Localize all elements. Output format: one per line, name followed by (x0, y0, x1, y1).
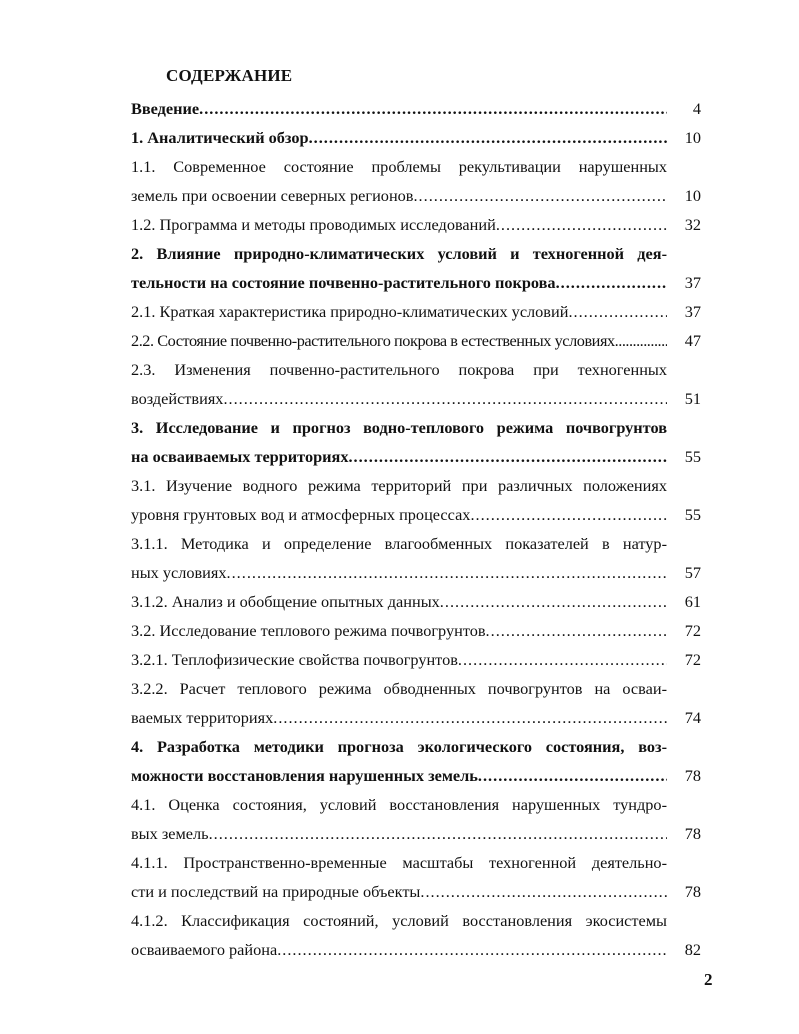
toc-entry (131, 558, 701, 587)
toc-leader-dots (470, 500, 667, 529)
toc-entry-text: 3.2.1. Теплофизические свойства почвогрунтов (131, 650, 458, 669)
toc-entry-page: 57 (684, 563, 701, 582)
toc-entry-text: 3.2. Исследование теплового режима почвогрунтов (131, 621, 486, 640)
page-number: 2 (704, 970, 713, 989)
toc-entry-text: 4.1.1. Пространственно-временные масштабы техногенной деятельно- (131, 853, 667, 872)
toc-leader-dots (556, 268, 667, 297)
toc-entry-text: 3.1.1. Методика и определение влагообменных показателей в натур- (131, 534, 667, 553)
toc-entry-text: 1.1. Современное состояние проблемы рекультивации нарушенных (131, 157, 667, 176)
toc-entry (131, 297, 701, 326)
toc-entry-text: Введение (131, 99, 200, 118)
toc-leader-dots (420, 877, 667, 906)
toc-entry (131, 442, 701, 471)
toc-entry-text: вых земель (131, 824, 209, 843)
toc-entry-text: 3.1. Изучение водного режима территорий при различных положениях (131, 476, 667, 495)
toc-entry (131, 326, 701, 355)
toc-entry-text: осваиваемого района (131, 940, 278, 959)
toc-entry-text: уровня грунтовых вод и атмосферных процессах (131, 505, 471, 524)
toc-entry-page: 47 (684, 331, 701, 350)
toc-entry-text: 2.3. Изменения почвенно-растительного покрова при техногенных (131, 360, 667, 379)
toc-entry-text: 2.2. Состояние почвенно-растительного покрова в естественных условиях (131, 331, 615, 350)
toc-leader-dots (458, 645, 667, 674)
toc-entry (131, 877, 701, 906)
toc-entry (131, 587, 701, 616)
toc-entry (131, 181, 701, 210)
toc-entry (131, 152, 701, 181)
toc-entry-text: 3. Исследование и прогноз водно-теплового режима почвогрунтов (131, 418, 667, 437)
toc-entry (131, 529, 701, 558)
toc-entry (131, 413, 701, 442)
toc-leader-dots (440, 587, 667, 616)
toc-leader-dots (223, 384, 667, 413)
toc-entry-page: 55 (684, 447, 701, 466)
toc-leader-dots (277, 935, 667, 964)
toc-entry-text: можности восстановления нарушенных земель (131, 766, 478, 785)
toc-entry (131, 935, 701, 964)
toc-entry-page: 32 (684, 215, 701, 234)
toc-leader-dots (199, 94, 667, 123)
toc-entry-page: 78 (684, 882, 701, 901)
toc-entry-text: 3.2.2. Расчет теплового режима обводненных почвогрунтов на осваи- (131, 679, 667, 698)
toc-leader-dots (496, 210, 667, 239)
toc-entry-text: 4. Разработка методики прогноза экологического состояния, воз- (131, 737, 667, 756)
toc-entry-page: 61 (684, 592, 701, 611)
toc-entry (131, 123, 701, 152)
toc-entry-page: 37 (684, 302, 701, 321)
toc-entry (131, 500, 701, 529)
toc-entry-text: ных условиях (131, 563, 227, 582)
toc-entry-text: воздействиях (131, 389, 224, 408)
toc-entry-text: на осваиваемых территориях (131, 447, 349, 466)
toc-entry (131, 210, 701, 239)
toc-entry-page: 72 (684, 621, 701, 640)
toc-entry-page: 72 (684, 650, 701, 669)
toc-entry-page: 4 (692, 99, 701, 118)
toc-entry-text: 3.1.2. Анализ и обобщение опытных данных (131, 592, 440, 611)
toc-leader-dots (227, 558, 667, 587)
toc-entry-page: 78 (684, 824, 701, 843)
toc-entry (131, 906, 701, 935)
toc-leader-dots (615, 326, 667, 355)
toc-leader-dots (568, 297, 667, 326)
toc-entry (131, 645, 701, 674)
toc-entry (131, 848, 701, 877)
toc-leader-dots (478, 761, 667, 790)
toc-entry (131, 268, 701, 297)
toc-leader-dots (209, 819, 667, 848)
toc-entry-text: 1. Аналитический обзор (131, 128, 309, 147)
toc-leader-dots (273, 703, 667, 732)
toc-entry (131, 732, 701, 761)
toc-entry-text: ваемых территориях (131, 708, 274, 727)
toc-leader-dots (486, 616, 667, 645)
toc-entry (131, 94, 701, 123)
toc-entry-page: 82 (684, 940, 701, 959)
toc-entry-text: 2.1. Краткая характеристика природно-климатических условий (131, 302, 569, 321)
toc-entry-page: 10 (684, 128, 701, 147)
toc-leader-dots (348, 442, 667, 471)
toc-entry (131, 790, 701, 819)
toc-entry-text: тельности на состояние почвенно-растительного покрова (131, 273, 556, 292)
toc-entry (131, 384, 701, 413)
toc-entry-text: 4.1.2. Классификация состояний, условий восстановления экосистемы (131, 911, 667, 930)
toc-entry-page: 55 (684, 505, 701, 524)
toc-entry (131, 471, 701, 500)
toc-entry-page: 37 (684, 273, 701, 292)
toc-leader-dots (413, 181, 667, 210)
toc-entry (131, 355, 701, 384)
toc-entry-text: 1.2. Программа и методы проводимых исследований (131, 215, 496, 234)
toc-entry-page: 10 (684, 186, 701, 205)
toc-leader-dots (309, 123, 667, 152)
toc-entry (131, 616, 701, 645)
toc-entry-text: сти и последствий на природные объекты (131, 882, 421, 901)
toc-entry (131, 819, 701, 848)
toc-entry-text: 2. Влияние природно-климатических условий и техногенной дея- (131, 244, 667, 263)
page-title: СОДЕРЖАНИЕ (166, 66, 293, 85)
toc-entry-text: 4.1. Оценка состояния, условий восстановления нарушенных тундро- (131, 795, 667, 814)
toc-entry (131, 761, 701, 790)
toc-entry-page: 51 (684, 389, 701, 408)
toc-entry (131, 703, 701, 732)
toc-entry (131, 674, 701, 703)
table-of-contents (131, 94, 701, 964)
toc-entry-page: 74 (684, 708, 701, 727)
toc-entry-page: 78 (684, 766, 701, 785)
toc-entry (131, 239, 701, 268)
toc-entry-text: земель при освоении северных регионов (131, 186, 414, 205)
